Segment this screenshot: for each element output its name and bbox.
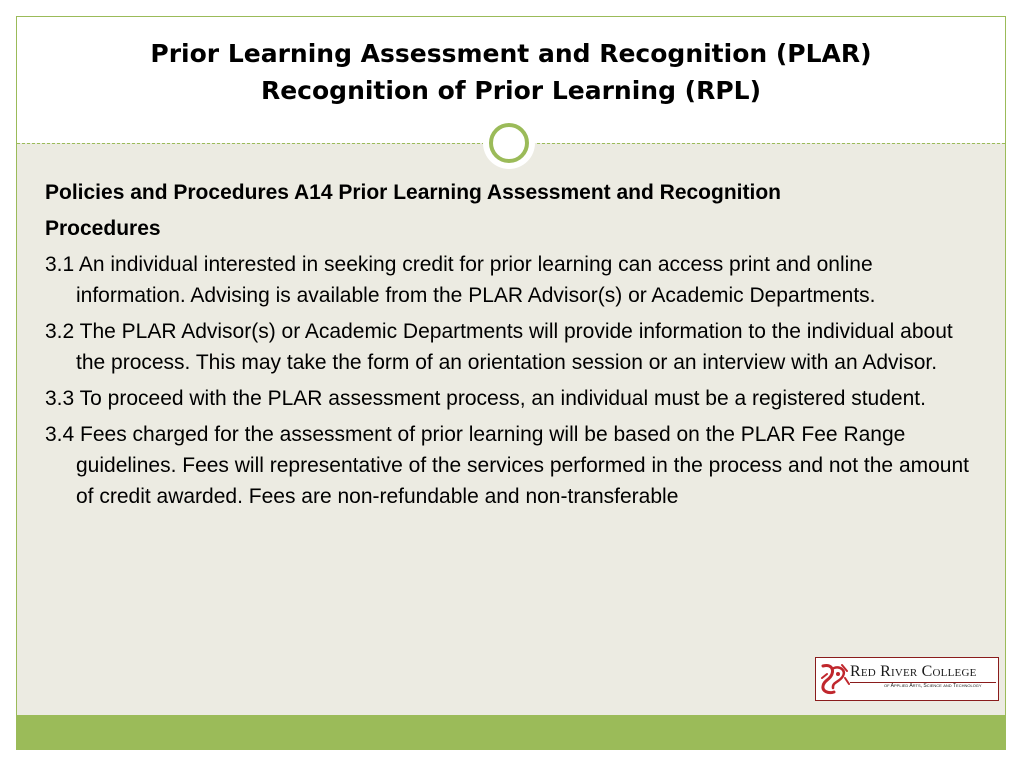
college-logo <box>815 657 999 701</box>
circle-ornament-icon <box>483 117 535 169</box>
procedure-item-3-1: 3.1 An individual interested in seeking credit for prior learning can access print and online information. Advising is available from the PLAR Advisor(s) or Academic Departments. <box>45 253 876 307</box>
slide <box>16 16 1006 750</box>
red-river-college-logo-mark-icon <box>820 662 850 696</box>
policy-heading: Policies and Procedures A14 Prior Learning Assessment and Recognition <box>45 181 781 204</box>
circle-ring <box>489 123 529 163</box>
procedure-item-3-3: 3.3 To proceed with the PLAR assessment process, an individual must be a registered student. <box>45 387 926 410</box>
college-name: Red River College <box>850 663 977 680</box>
college-subtitle: of Applied Arts, Science and Technology <box>884 683 982 689</box>
title-line-1: Prior Learning Assessment and Recognition (PLAR) <box>150 39 872 68</box>
slide-title <box>17 35 1005 109</box>
footer-band <box>17 715 1005 749</box>
procedures-heading: Procedures <box>45 217 161 240</box>
procedure-item-3-2: 3.2 The PLAR Advisor(s) or Academic Departments will provide information to the individual about the process. This may take the form of an orientation session or an interview with an Advisor. <box>45 320 953 374</box>
slide-body <box>45 177 985 517</box>
procedure-item-3-4: 3.4 Fees charged for the assessment of prior learning will be based on the PLAR Fee Range guidelines. Fees will representative of the services performed in the process and not the amount of credit awarded. Fees are non-refundable and non-transferable <box>45 423 969 508</box>
title-line-2: Recognition of Prior Learning (RPL) <box>260 76 762 105</box>
